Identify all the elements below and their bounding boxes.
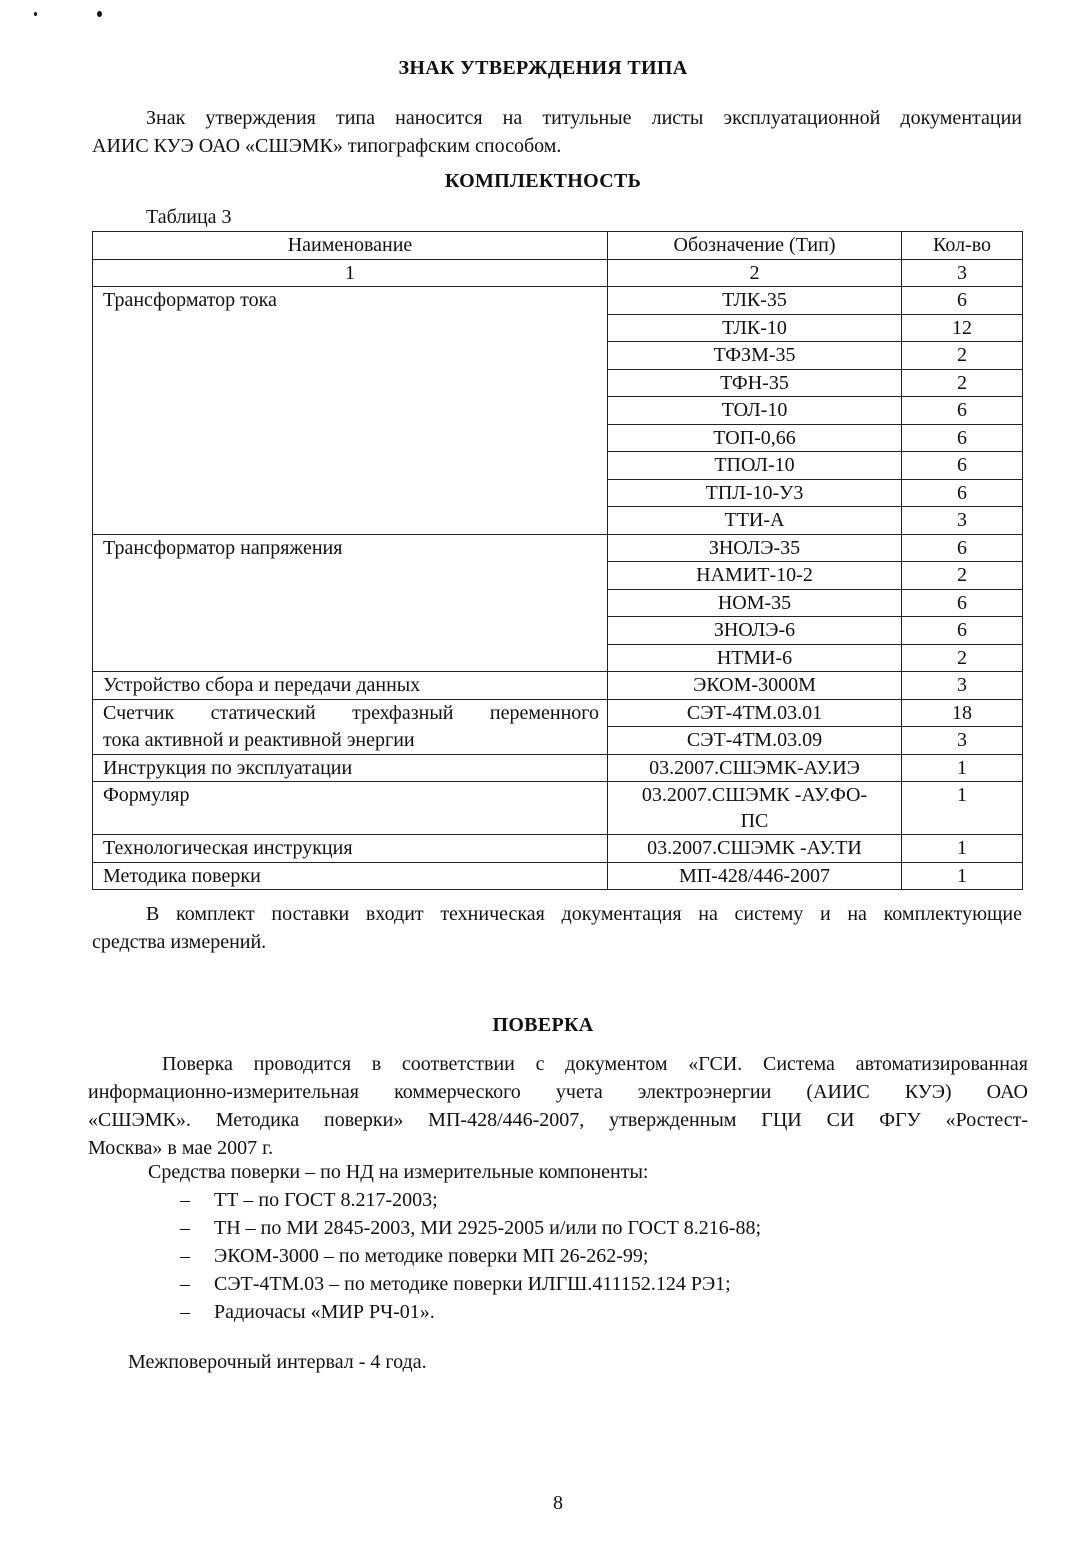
list-item [180,1186,761,1214]
table-row [93,534,1023,562]
item-type: ТОЛ-10 [608,397,902,425]
table-header-row [93,232,1023,260]
dash-bullet-icon: – [180,1273,190,1295]
section-title-verification: ПОВЕРКА [492,1014,594,1036]
list-item-text: СЭТ-4ТМ.03 – по методике поверки ИЛГШ.411152.124 РЭ1; [214,1273,731,1295]
list-item-text: ТН – по МИ 2845-2003, МИ 2925-2005 и/или по ГОСТ 8.216-88; [214,1217,762,1239]
paragraph-line: средства измерений. [92,931,267,953]
paragraph-line: информационно-измерительная коммерческого учета электроэнергии (АИИС КУЭ) ОАО [88,1081,1028,1103]
paragraph-line: В комплект поставки входит техническая документация на систему и на комплектующие [146,903,1022,925]
completeness-table [92,231,1023,890]
column-number: 1 [93,259,608,287]
table-row [93,754,1023,782]
item-type: ТОП-0,66 [608,424,902,452]
item-type: ТПОЛ-10 [608,452,902,480]
item-type: ТПЛ-10-У3 [608,479,902,507]
table-row [93,699,1023,727]
item-qty: 1 [902,754,1023,782]
header-type: Обозначение (Тип) [608,232,902,260]
item-qty: 6 [902,534,1023,562]
group-name: Технологическая инструкция [93,835,608,863]
item-type: ТЛК-10 [608,314,902,342]
table-row [93,782,1023,835]
item-type: НАМИТ-10-2 [608,562,902,590]
group-name: Формуляр [93,782,608,835]
item-type: ЗНОЛЭ-35 [608,534,902,562]
table-row [93,672,1023,700]
paragraph-line: АИИС КУЭ ОАО «СШЭМК» типографским способом. [92,135,562,157]
item-type [608,782,902,835]
item-type-line: ПС [740,810,769,832]
item-qty: 6 [902,479,1023,507]
list-item-text: ТТ – по ГОСТ 8.217-2003; [214,1189,438,1211]
item-qty: 2 [902,369,1023,397]
paragraph-line: «СШЭМК». Методика поверки» МП-428/446-2007, утвержденным ГЦИ СИ ФГУ «Ростест- [88,1109,1028,1131]
item-type: НОМ-35 [608,589,902,617]
item-type: ТТИ-А [608,507,902,535]
group-name-line: тока активной и реактивной энергии [103,729,415,751]
group-name: Устройство сбора и передачи данных [93,672,608,700]
table-row [93,287,1023,315]
list-item [180,1298,761,1326]
item-type: ТФН-35 [608,369,902,397]
column-number: 2 [608,259,902,287]
item-qty: 3 [902,727,1023,755]
item-qty: 6 [902,287,1023,315]
scan-speck [97,11,102,17]
column-number: 3 [902,259,1023,287]
item-type: 03.2007.СШЭМК -АУ.ТИ [608,835,902,863]
item-type: 03.2007.СШЭМК-АУ.ИЭ [608,754,902,782]
group-name: Трансформатор тока [93,287,608,535]
list-item-text: Радиочасы «МИР РЧ-01». [214,1301,435,1323]
item-qty: 2 [902,644,1023,672]
dash-bullet-icon: – [180,1189,190,1211]
dash-bullet-icon: – [180,1217,190,1239]
table-caption: Таблица 3 [146,206,232,228]
header-qty: Кол-во [902,232,1023,260]
list-item-text: ЭКОМ-3000 – по методике поверки МП 26-262-99; [214,1245,649,1267]
item-type: ТЛК-35 [608,287,902,315]
item-qty: 1 [902,782,1023,835]
item-qty: 6 [902,424,1023,452]
table-row [93,862,1023,890]
section-title-completeness: КОМПЛЕКТНОСТЬ [444,170,642,192]
item-type: ЗНОЛЭ-6 [608,617,902,645]
list-item [180,1214,761,1242]
list-item [180,1242,761,1270]
item-type: СЭТ-4ТМ.03.09 [608,727,902,755]
item-type: МП-428/446-2007 [608,862,902,890]
header-name: Наименование [93,232,608,260]
group-name-line: Счетчик статический трехфазный переменного [103,701,599,724]
item-qty: 1 [902,862,1023,890]
paragraph-line: Знак утверждения типа наносится на титульные листы эксплуатационной документации [146,107,1022,129]
item-type: СЭТ-4ТМ.03.01 [608,699,902,727]
table-row [93,835,1023,863]
item-qty: 2 [902,342,1023,370]
item-qty: 6 [902,452,1023,480]
item-qty: 2 [902,562,1023,590]
paragraph-line: Москва» в мае 2007 г. [88,1137,274,1159]
item-qty: 12 [902,314,1023,342]
item-qty: 3 [902,672,1023,700]
group-name: Методика поверки [93,862,608,890]
group-name [93,699,608,754]
item-qty: 1 [902,835,1023,863]
verification-tools-intro: Средства поверки – по НД на измерительные компоненты: [148,1161,649,1183]
group-name: Инструкция по эксплуатации [93,754,608,782]
table-numbering-row [93,259,1023,287]
type-approval-paragraph [92,104,1022,160]
verification-tools-list [180,1186,761,1326]
group-name: Трансформатор напряжения [93,534,608,672]
dash-bullet-icon: – [180,1245,190,1267]
scan-speck-small [34,12,37,16]
paragraph-line: Поверка проводится в соответствии с документом «ГСИ. Система автоматизированная [162,1053,1028,1075]
item-type: НТМИ-6 [608,644,902,672]
completeness-note [92,900,1022,956]
item-qty: 3 [902,507,1023,535]
section-title-type-approval: ЗНАК УТВЕРЖДЕНИЯ ТИПА [398,57,688,79]
item-qty: 6 [902,617,1023,645]
item-type-line: 03.2007.СШЭМК -АУ.ФО- [641,784,868,806]
verification-paragraph [88,1050,1028,1162]
list-item [180,1270,761,1298]
item-type: ЭКОМ-3000М [608,672,902,700]
page-number: 8 [553,1492,563,1514]
item-qty: 18 [902,699,1023,727]
dash-bullet-icon: – [180,1301,190,1323]
verification-interval: Межповерочный интервал - 4 года. [128,1351,427,1373]
item-qty: 6 [902,589,1023,617]
item-type: ТФЗМ-35 [608,342,902,370]
item-qty: 6 [902,397,1023,425]
